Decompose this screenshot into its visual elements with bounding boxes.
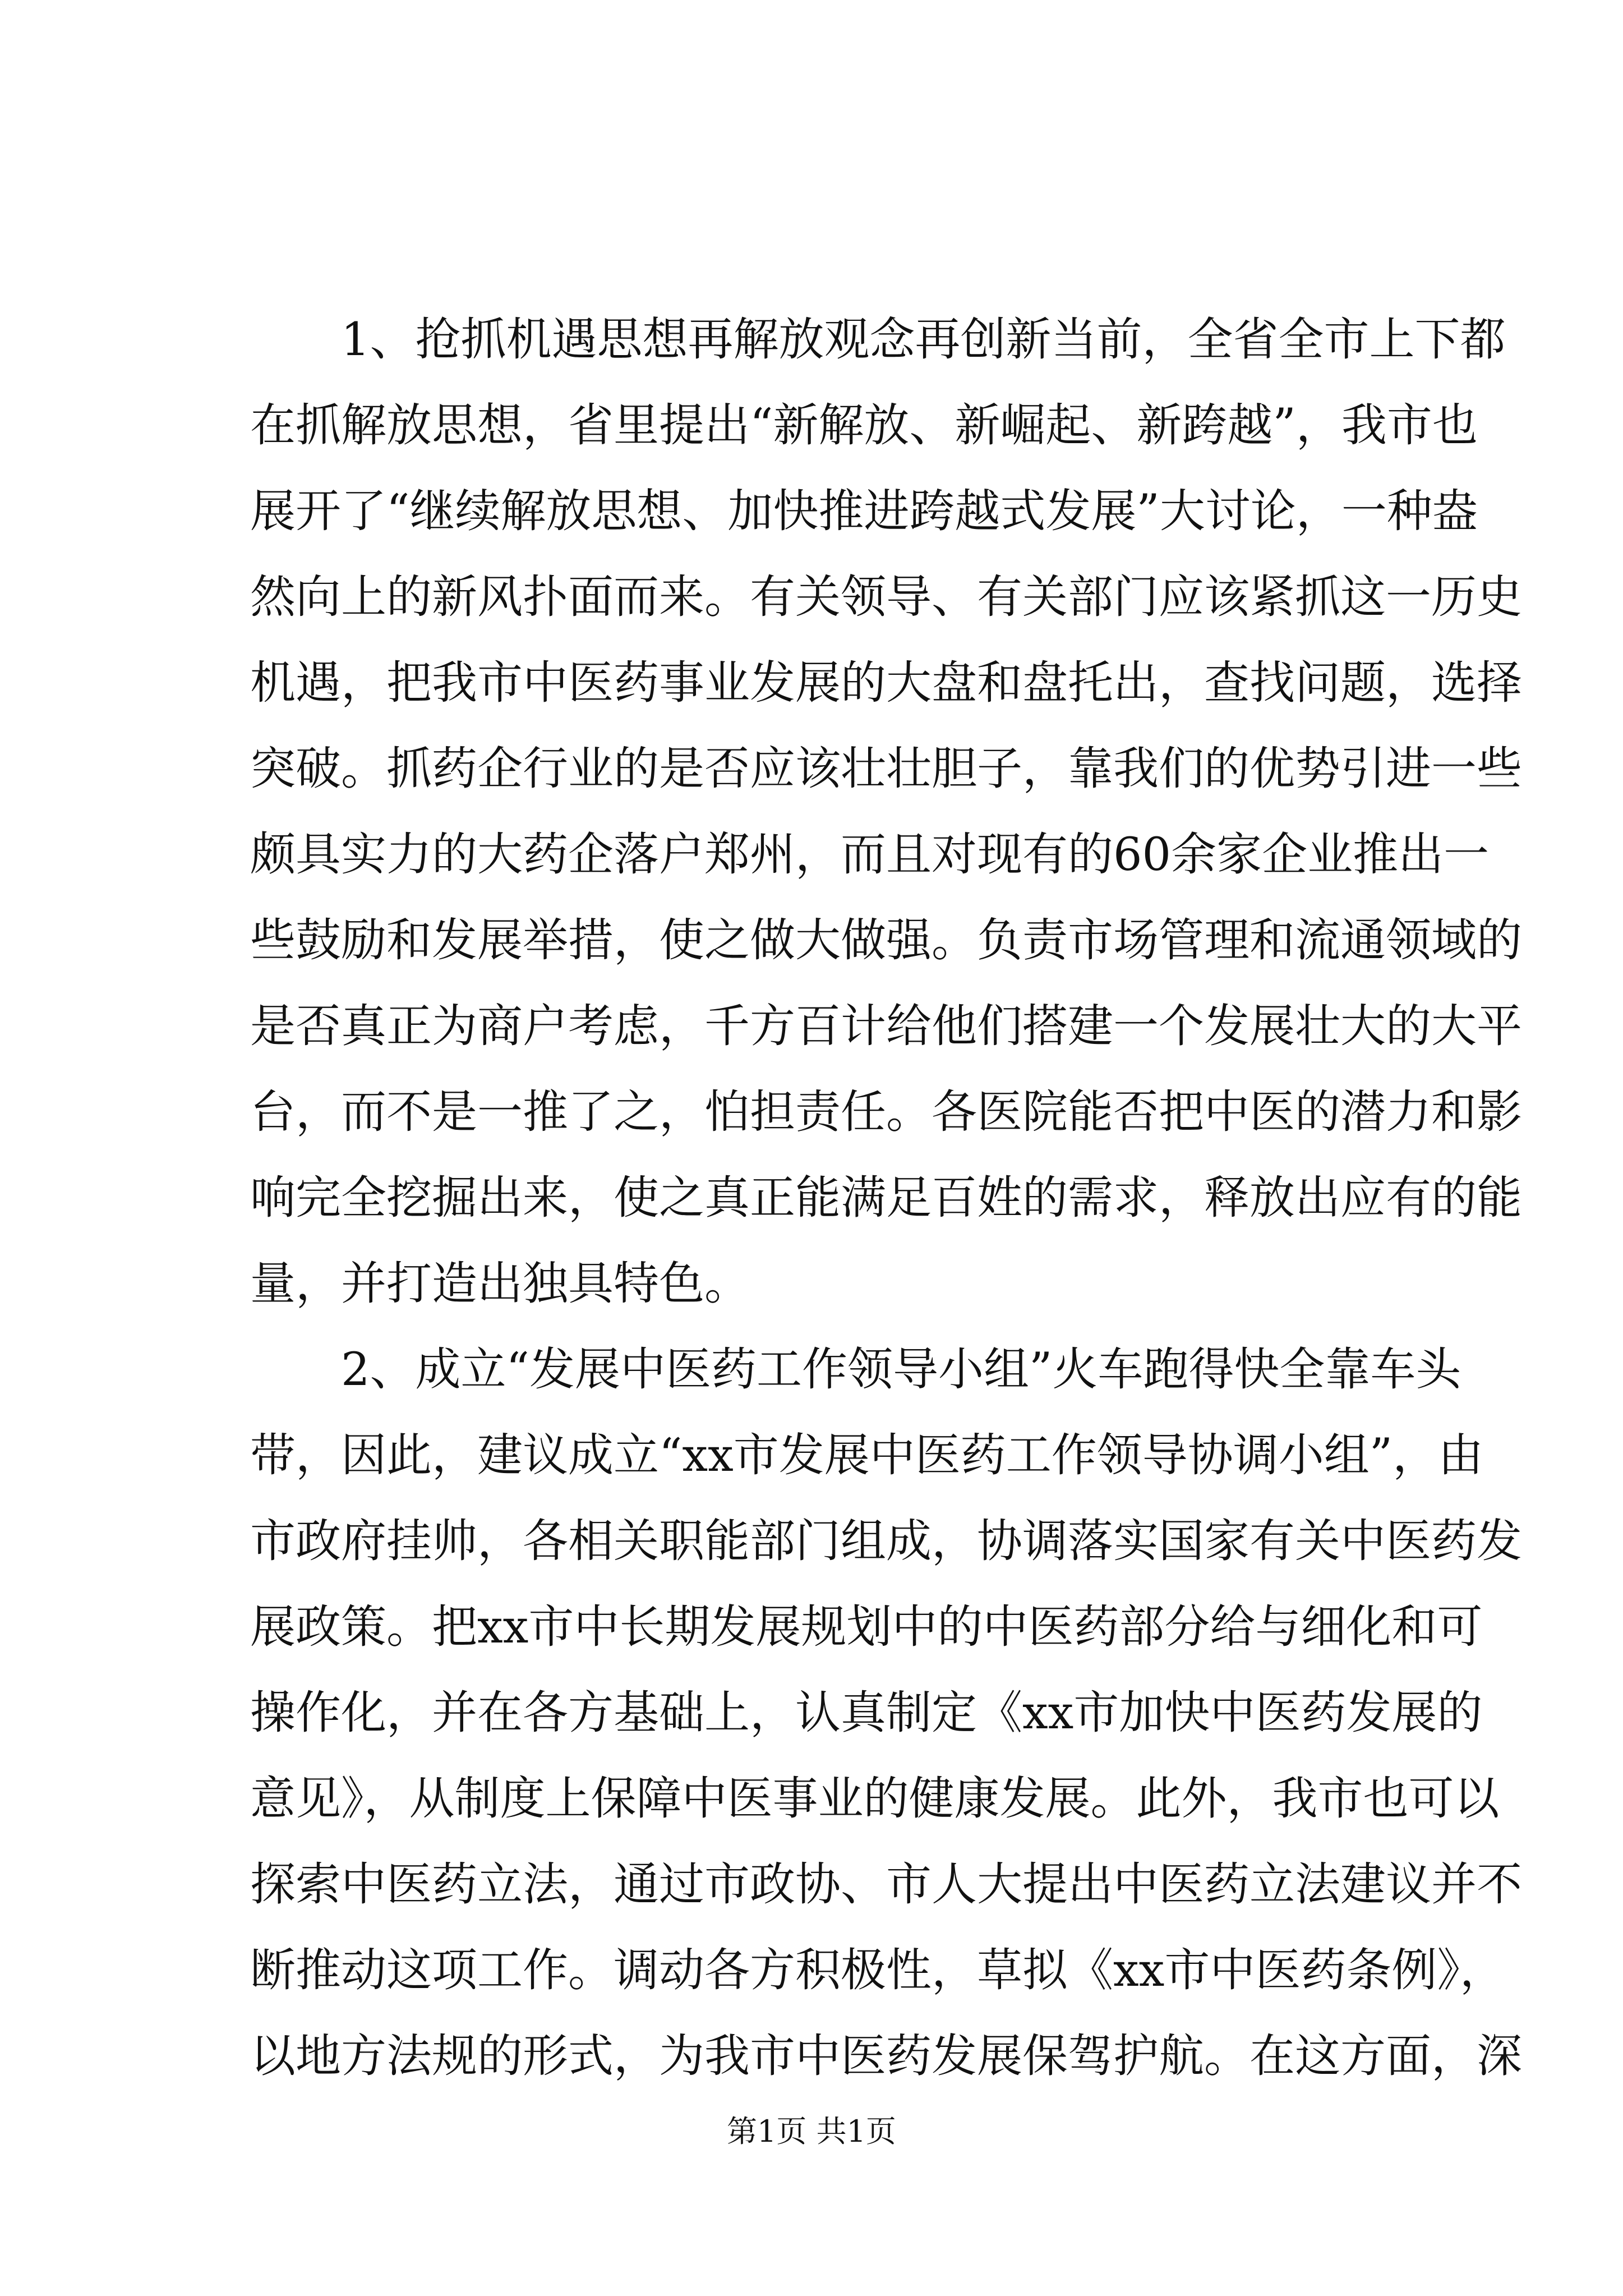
text-line: 展政策。把xx市中长期发展规划中的中医药部分给与细化和可 <box>250 1601 1483 1654</box>
text-line: 探索中医药立法，通过市政协、市人大提出中医药立法建议并不 <box>250 1858 1523 1911</box>
text-line: 以地方法规的形式，为我市中医药发展保驾护航。在这方面，深 <box>250 2030 1523 2083</box>
text-line: 突破。抓药企行业的是否应该壮壮胆子，靠我们的优势引进一些 <box>250 743 1523 795</box>
document-body <box>250 297 1523 2100</box>
text-line: 台，而不是一推了之，怕担责任。各医院能否把中医的潜力和影 <box>250 1086 1523 1139</box>
text-line: 量，并打造出独具特色。 <box>250 1258 750 1310</box>
paragraph-1 <box>250 297 1523 1327</box>
text-line: 带，因此，建议成立“xx市发展中医药工作领导协调小组”，由 <box>250 1429 1484 1482</box>
text-line: 展开了“继续解放思想、加快推进跨越式发展”大讨论，一种盎 <box>250 485 1478 538</box>
text-line: 响完全挖掘出来，使之真正能满足百姓的需求，释放出应有的能 <box>250 1172 1523 1225</box>
text-line: 1、抢抓机遇思想再解放观念再创新当前，全省全市上下都 <box>341 314 1506 366</box>
text-line: 意见》，从制度上保障中医事业的健康发展。此外，我市也可以 <box>250 1773 1500 1825</box>
text-line: 操作化，并在各方基础上，认真制定《xx市加快中医药发展的 <box>250 1687 1483 1740</box>
text-line: 2、成立“发展中医药工作领导小组”火车跑得快全靠车头 <box>341 1343 1461 1396</box>
page-footer: 第1页 共1页 <box>727 2114 896 2149</box>
text-line: 些鼓励和发展举措，使之做大做强。负责市场管理和流通领域的 <box>250 914 1523 967</box>
text-line: 市政府挂帅，各相关职能部门组成，协调落实国家有关中医药发 <box>250 1515 1523 1568</box>
text-line: 机遇，把我市中医药事业发展的大盘和盘托出，查找问题，选择 <box>250 657 1523 710</box>
text-line: 断推动这项工作。调动各方积极性，草拟《xx市中医药条例》， <box>250 1944 1505 1997</box>
paragraph-2 <box>250 1327 1523 2100</box>
text-line: 然向上的新风扑面而来。有关领导、有关部门应该紧抓这一历史 <box>250 571 1523 624</box>
text-line: 颇具实力的大药企落户郑州，而且对现有的60余家企业推出一 <box>250 829 1490 881</box>
text-line: 在抓解放思想，省里提出“新解放、新崛起、新跨越”，我市也 <box>250 399 1478 452</box>
text-line: 是否真正为商户考虑，千方百计给他们搭建一个发展壮大的大平 <box>250 1000 1523 1053</box>
